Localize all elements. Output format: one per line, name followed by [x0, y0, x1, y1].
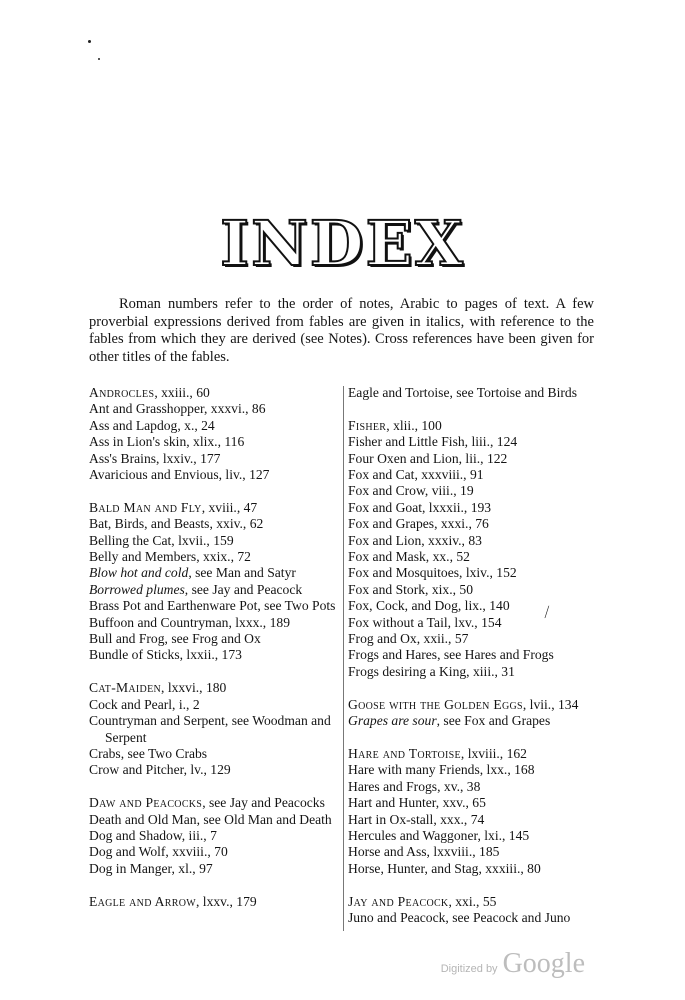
- index-entry-text: Fox and Grapes, xxxi., 76: [348, 516, 489, 532]
- index-entry: [89, 844, 339, 860]
- index-gap: [89, 483, 339, 499]
- index-entry: [89, 598, 339, 614]
- index-entry: [89, 385, 339, 401]
- index-entry-proverb: Blow hot and cold: [89, 565, 189, 581]
- index-entry-text: Fox and Lion, xxxiv., 83: [348, 532, 482, 548]
- index-entry-text: Ass and Lapdog, x., 24: [89, 417, 215, 433]
- index-entry-text: Fox and Crow, viii., 19: [348, 483, 474, 499]
- index-entry: [89, 434, 339, 450]
- index-entry-text: Crow and Pitcher, lv., 129: [89, 762, 231, 778]
- index-entry: [348, 746, 598, 762]
- index-entry-text: Fox, Cock, and Dog, lix., 140: [348, 598, 510, 614]
- index-entry-text: , lxviii., 162: [460, 745, 527, 761]
- index-entry: [89, 615, 339, 631]
- index-entry-proverb: Borrowed plumes: [89, 581, 185, 597]
- index-entry: [348, 549, 598, 565]
- index-entry-text: , see Jay and Peacocks: [202, 795, 325, 811]
- index-entry: [89, 795, 339, 811]
- index-entry: [348, 582, 598, 598]
- index-entry: [348, 664, 598, 680]
- index-entry-text: Fox and Stork, xix., 50: [348, 581, 473, 597]
- index-entry-text: Bat, Birds, and Beasts, xxiv., 62: [89, 516, 264, 532]
- index-entry-text: Horse, Hunter, and Stag, xxxiii., 80: [348, 860, 541, 876]
- index-entry-text: Brass Pot and Earthenware Pot, see Two Pots: [89, 598, 336, 614]
- index-gap: [89, 877, 339, 893]
- index-entry-text: Frog and Ox, xxii., 57: [348, 631, 469, 647]
- index-entry: [89, 631, 339, 647]
- margin-speck: [88, 40, 91, 43]
- digitized-watermark: [441, 948, 585, 980]
- index-entry-text: Juno and Peacock, see Peacock and Juno: [348, 909, 571, 925]
- index-entry: [89, 680, 339, 696]
- index-entry: [348, 844, 598, 860]
- index-entry-text: , xviii., 47: [201, 499, 258, 515]
- index-entry-text: Dog in Manger, xl., 97: [89, 860, 213, 876]
- index-entry-text: , xxi., 55: [448, 893, 497, 909]
- index-entry: [89, 418, 339, 434]
- index-entry-text: Avaricious and Envious, liv., 127: [89, 467, 270, 483]
- index-entry-text: Bundle of Sticks, lxxii., 173: [89, 647, 242, 663]
- google-logo: Google: [502, 948, 585, 979]
- index-entry-text: Hart in Ox-stall, xxx., 74: [348, 811, 485, 827]
- index-entry: [348, 385, 598, 401]
- index-entry-text: Death and Old Man, see Old Man and Death: [89, 811, 332, 827]
- index-entry-text: Frogs desiring a King, xiii., 31: [348, 663, 515, 679]
- index-entry-proverb: Grapes are sour: [348, 713, 437, 729]
- index-entry: [89, 401, 339, 417]
- index-column-right: [348, 385, 598, 926]
- index-gap: [348, 877, 598, 893]
- index-entry: [348, 910, 598, 926]
- index-entry: [89, 467, 339, 483]
- index-entry-text: Fisher and Little Fish, liii., 124: [348, 434, 518, 450]
- index-entry: [348, 467, 598, 483]
- index-entry-text: Hart and Hunter, xxv., 65: [348, 795, 486, 811]
- index-entry: [348, 779, 598, 795]
- index-entry-heading: Cat-Maiden: [89, 680, 162, 696]
- index-entry-heading: Goose with the Golden Eggs: [348, 696, 523, 712]
- index-entry: [348, 483, 598, 499]
- index-entry: [348, 516, 598, 532]
- index-entry-text: Ass's Brains, lxxiv., 177: [89, 450, 221, 466]
- index-entry-text: Horse and Ass, lxxviii., 185: [348, 844, 500, 860]
- index-entry: [89, 697, 339, 713]
- index-entry-text: Bull and Frog, see Frog and Ox: [89, 631, 261, 647]
- index-entry: [348, 647, 598, 663]
- index-entry: [89, 647, 339, 663]
- index-entry-heading: Jay and Peacock: [348, 893, 449, 909]
- index-entry-heading: Androcles: [89, 385, 155, 400]
- index-entry-text: , lvii., 134: [522, 696, 579, 712]
- index-entry-text: , xlii., 100: [386, 417, 442, 433]
- index-entry-text: Hare with many Friends, lxx., 168: [348, 762, 535, 778]
- index-entry: [348, 828, 598, 844]
- index-entry-text: , see Jay and Peacock: [184, 581, 303, 597]
- index-entry-text: , lxxvi., 180: [161, 680, 227, 696]
- index-entry-text: Hercules and Waggoner, lxi., 145: [348, 827, 530, 843]
- index-entry: [348, 615, 598, 631]
- index-entry-text: Ant and Grasshopper, xxxvi., 86: [89, 401, 266, 417]
- index-entry: [89, 746, 339, 762]
- index-entry-text: , see Man and Satyr: [188, 565, 296, 581]
- index-entry: [89, 894, 339, 910]
- index-entry: [89, 565, 339, 581]
- index-entry-text: Crabs, see Two Crabs: [89, 745, 208, 761]
- index-entry-text: , see Fox and Grapes: [436, 713, 551, 729]
- index-entry: [348, 533, 598, 549]
- index-gap: [89, 779, 339, 795]
- index-entry: [348, 565, 598, 581]
- index-entry: [348, 812, 598, 828]
- index-entry-text: Belling the Cat, lxvii., 159: [89, 532, 234, 548]
- index-entry-text: Fox without a Tail, lxv., 154: [348, 614, 502, 630]
- index-entry: [89, 500, 339, 516]
- index-entry-heading: Eagle and Arrow: [89, 893, 196, 909]
- index-entry-text: Countryman and Serpent, see Woodman and Serpent: [89, 713, 331, 745]
- index-entry-text: Four Oxen and Lion, lii., 122: [348, 450, 508, 466]
- index-gap: [348, 680, 598, 696]
- index-entry: [348, 598, 598, 614]
- index-gap: [348, 730, 598, 746]
- index-entry-heading: Bald Man and Fly: [89, 499, 202, 515]
- index-entry: [89, 812, 339, 828]
- index-entry: [348, 762, 598, 778]
- margin-speck: [98, 58, 100, 60]
- index-column-left: [89, 385, 339, 910]
- index-entry: [348, 500, 598, 516]
- index-entry-text: Fox and Mask, xx., 52: [348, 549, 470, 565]
- index-entry: [348, 713, 598, 729]
- index-entry: [89, 582, 339, 598]
- index-entry: [348, 434, 598, 450]
- index-entry: [348, 795, 598, 811]
- index-entry-text: Belly and Members, xxix., 72: [89, 549, 251, 565]
- index-entry-text: Hares and Frogs, xv., 38: [348, 778, 481, 794]
- index-entry: [89, 861, 339, 877]
- index-entry: [89, 549, 339, 565]
- index-entry: [348, 631, 598, 647]
- pencil-tick-mark: ⁄: [543, 604, 552, 622]
- index-entry: [89, 713, 339, 746]
- index-entry: [348, 697, 598, 713]
- index-entry: [348, 418, 598, 434]
- index-entry-text: Ass in Lion's skin, xlix., 116: [89, 434, 245, 450]
- index-entry-text: Buffoon and Countryman, lxxx., 189: [89, 614, 290, 630]
- index-entry-heading: Daw and Peacocks: [89, 795, 203, 811]
- index-entry: [89, 516, 339, 532]
- index-entry-text: Fox and Cat, xxxviii., 91: [348, 467, 484, 483]
- index-gap: [348, 401, 598, 417]
- index-entry-text: Eagle and Tortoise, see Tortoise and Birds: [348, 385, 578, 400]
- index-entry: [348, 451, 598, 467]
- index-entry: [89, 762, 339, 778]
- index-entry: [348, 861, 598, 877]
- index-entry-text: , xxiii., 60: [154, 385, 210, 400]
- index-entry-text: Dog and Shadow, iii., 7: [89, 827, 217, 843]
- page-title: INDEX: [220, 207, 465, 280]
- index-entry-heading: Hare and Tortoise: [348, 745, 461, 761]
- index-entry-text: Cock and Pearl, i., 2: [89, 696, 200, 712]
- index-entry-heading: Fisher: [348, 417, 387, 433]
- index-entry: [89, 828, 339, 844]
- index-gap: [89, 664, 339, 680]
- column-divider: [343, 386, 344, 931]
- index-entry-text: Fox and Goat, lxxxii., 193: [348, 499, 492, 515]
- digitized-label: Digitized by: [440, 963, 498, 975]
- index-entry-text: , lxxv., 179: [196, 893, 257, 909]
- index-entry: [89, 533, 339, 549]
- index-entry-text: Dog and Wolf, xxviii., 70: [89, 844, 228, 860]
- index-entry: [89, 451, 339, 467]
- index-entry-text: Frogs and Hares, see Hares and Frogs: [348, 647, 554, 663]
- index-entry: [348, 894, 598, 910]
- intro-paragraph: Roman numbers refer to the order of notes, Arabic to pages of text. A few proverbial expressions derived from fables are given in italics, with reference to the fables from which they are derived (see Notes). Cross references have been given for other titles of the fables.: [89, 296, 594, 365]
- index-entry-text: Fox and Mosquitoes, lxiv., 152: [348, 565, 517, 581]
